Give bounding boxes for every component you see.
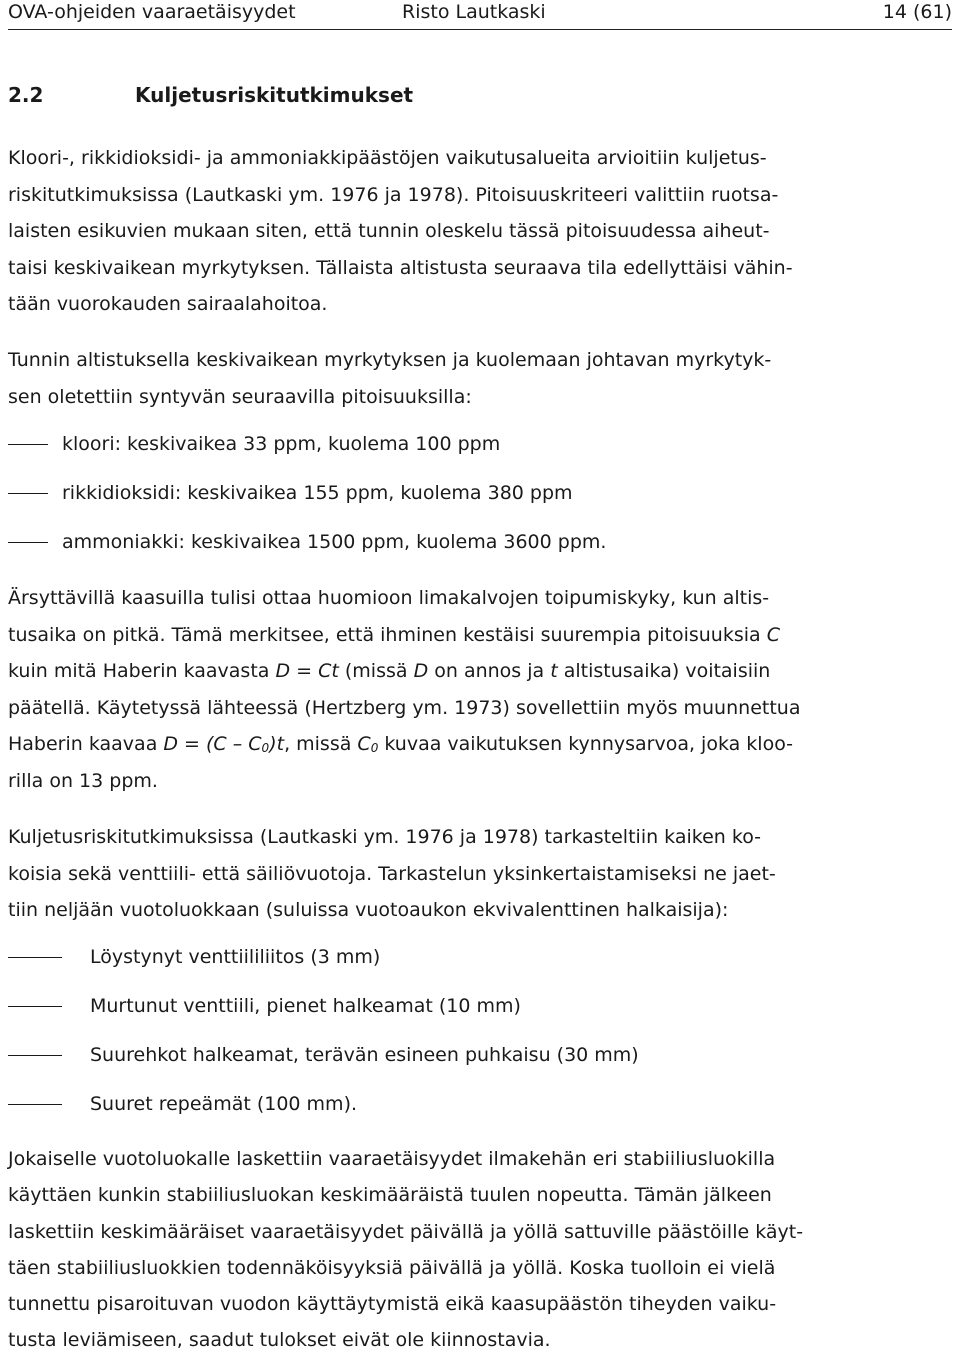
habers-formula: D = Ct <box>275 660 339 682</box>
paragraph-line: käyttäen kunkin stabiiliusluokan keskimääräistä tuulen nopeutta. Tämän jälkeen <box>8 1184 772 1207</box>
header-page-number: 14 (61) <box>882 1 952 23</box>
section-number: 2.2 <box>8 83 44 107</box>
page-header <box>8 0 952 26</box>
header-rule <box>8 29 952 30</box>
paragraph-line: Tunnin altistuksella keskivaikean myrkytyksen ja kuolemaan johtavan myrkytyk- <box>8 349 772 371</box>
paragraph-line: tusaika on pitkä. Tämä merkitsee, että ihminen kestäisi suurempia pitoisuuksia C <box>8 623 780 646</box>
paragraph-line: Haberin kaavaa $D = (C - C_0)t$, missä $C_0$ kuvaa vaikutuksen kynnysarvoa, joka kloo- <box>8 733 794 755</box>
paragraph-3 <box>8 580 956 799</box>
paragraph-line: tään vuorokauden sairaalahoitoa. <box>8 293 328 315</box>
dash-bullet-icon <box>8 957 62 958</box>
dash-bullet-icon <box>8 1055 62 1056</box>
paragraph-line: tunnettu pisaroituvan vuodon käyttäytymistä eikä kaasupäästön tiheyden vaiku- <box>8 1293 777 1316</box>
header-doc-title: OVA-ohjeiden vaaraetäisyydet <box>8 1 296 23</box>
paragraph-line: rilla on 13 ppm. <box>8 769 158 792</box>
paragraph-line: Kloori-, rikkidioksidi- ja ammoniakkipäästöjen vaikutusalueita arvioitiin kuljetus- <box>8 147 767 169</box>
paragraph-line: tusta leviämiseen, saadut tulokset eivät ole kiinnostavia. <box>8 1329 551 1352</box>
section-title: Kuljetusriskitutkimukset <box>135 83 414 107</box>
paragraph-line: täen stabiiliusluokkien todennäköisyyksiä päivällä ja yöllä. Koska tuolloin ei vielä <box>8 1256 776 1279</box>
dash-bullet-icon <box>8 542 48 543</box>
paragraph-line: laisten esikuvien mukaan siten, että tunnin oleskelu tässä pitoisuudessa aiheut- <box>8 220 770 242</box>
paragraph-line: koisia sekä venttiili- että säiliövuotoja. Tarkastelun yksinkertaistamiseksi ne jaet- <box>8 862 776 885</box>
paragraph-line: riskitutkimuksissa (Lautkaski ym. 1976 ja 1978). Pitoisuuskriteeri valittiin ruotsa- <box>8 183 779 206</box>
paragraph-line: tiin neljään vuotoluokkaan (suluissa vuotoaukon ekvivalenttinen halkaisija): <box>8 899 729 921</box>
paragraph-line: Jokaiselle vuotoluokalle laskettiin vaaraetäisyydet ilmakehän eri stabiiliusluokilla <box>8 1148 776 1170</box>
dash-bullet-icon <box>8 1006 62 1007</box>
section-heading <box>8 80 413 110</box>
paragraph-line: taisi keskivaikean myrkytyksen. Tällaista altistusta seuraava tila edellyttäisi vähin- <box>8 256 793 279</box>
paragraph-line: sen oletettiin syntyvän seuraavilla pitoisuuksilla: <box>8 385 472 408</box>
modified-habers-formula: $D = (C - C_0)t$ <box>163 733 285 755</box>
paragraph-4 <box>8 819 956 929</box>
dash-bullet-icon <box>8 444 48 445</box>
paragraph-line: päätellä. Käytetyssä lähteessä (Hertzberg ym. 1973) sovellettiin myös muunnettua <box>8 696 801 719</box>
header-author: Risto Lautkaski <box>402 1 546 23</box>
paragraph-line: Kuljetusriskitutkimuksissa (Lautkaski ym. 1976 ja 1978) tarkasteltiin kaiken ko- <box>8 826 762 848</box>
variable-t: t <box>550 660 558 682</box>
paragraph-line: Ärsyttävillä kaasuilla tulisi ottaa huomioon limakalvojen toipumiskyky, kun altis- <box>8 587 770 609</box>
variable-c: C <box>766 623 780 646</box>
paragraph-5 <box>8 1141 956 1359</box>
variable-d: D <box>413 660 429 682</box>
document-page: OVA-ohjeiden vaaraetäisyydet Risto Lautkaski 14 (61) 2.2 Kuljetusriskitutkimukset Kloori-, rikkidioksidi- ja ammoniakkipäästöjen vaikutusalueita arvioitiin kuljetus- riskitutkimuksissa (Lautkaski ym. 1976 ja 1978). Pitoisuuskriteeri valittiin ruotsa- laisten esikuvien mukaan siten, että tunnin oleskelu tässä pitoisuudessa aiheut- taisi keskivaikean myrkytyksen. Tällaista altistusta seuraava tila edellyttäisi vähin- tään vuorokauden sairaalahoitoa. Tunnin altistuksella keskivaikean myrkytyksen ja kuolemaan johtavan myrkytyk- sen oletettiin syntyvän seuraavilla pitoisuuksilla: kloori: keskivaikea 33 ppm, kuolema 100 ppm rikkidioksidi: keskivaikea 155 ppm, kuolema 380 ppm ammoniakki: keskivaikea 1500 ppm, kuolema 3600 ppm. Ärsyttävillä kaasuilla tulisi ottaa huomioon limakalvojen toipumiskyky, kun altis- tusaika on pitkä. Tämä merkitsee, että ihminen kestäisi suurempia pitoisuuksia C kuin mitä Haberin kaavasta D = Ct (missä D on annos ja t altistusaika) voitaisiin päätellä. Käytetyssä lähteessä (Hertzberg ym. 1973) sovellettiin myös muunnettua Haberin kaavaa $D = (C - C_0)t$, missä $C_0$ kuvaa vaikutuksen kynnysarvoa, joka kloo- rilla on 13 ppm. Kuljetusriskitutkimuksissa (Lautkaski ym. 1976 ja 1978) tarkasteltiin kaiken ko- koisia sekä venttiili- että säiliövuotoja. Tarkastelun yksinkertaistamiseksi ne jaet- tiin neljään vuotoluokkaan (suluissa vuotoaukon ekvivalenttinen halkaisija): Löystynyt venttiililiitos (3 mm) Murtunut venttiili, pienet halkeamat (10 mm) Suurehkot halkeamat, terävän esineen puhkaisu (30 mm) Suuret repeämät (100 mm). Jokaiselle vuotoluokalle laskettiin vaaraetäisyydet ilmakehän eri stabiiliusluokilla käyttäen kunkin stabiiliusluokan keskimääräistä tuulen nopeutta. Tämän jälkeen laskettiin keskimääräiset vaaraetäisyydet päivällä ja yöllä sattuville päästöille käyt- täen stabiiliusluokkien todennäköisyyksiä päivällä ja yöllä. Koska tuolloin ei vielä tunnettu pisaroituvan vuodon käyttäytymistä eikä kaasupäästön tiheyden vaiku- tusta leviämiseen, saadut tulokset eivät ole kiinnostavia. <box>0 0 960 1355</box>
paragraph-1 <box>8 140 956 323</box>
paragraph-2 <box>8 342 956 415</box>
variable-c0: $C_0$ <box>357 733 379 755</box>
dash-bullet-icon <box>8 493 48 494</box>
dash-bullet-icon <box>8 1104 62 1105</box>
paragraph-line: laskettiin keskimääräiset vaaraetäisyydet päivällä ja yöllä sattuville päästöille käyt- <box>8 1220 804 1243</box>
paragraph-line: kuin mitä Haberin kaavasta D = Ct (missä D on annos ja t altistusaika) voitaisiin <box>8 660 771 682</box>
